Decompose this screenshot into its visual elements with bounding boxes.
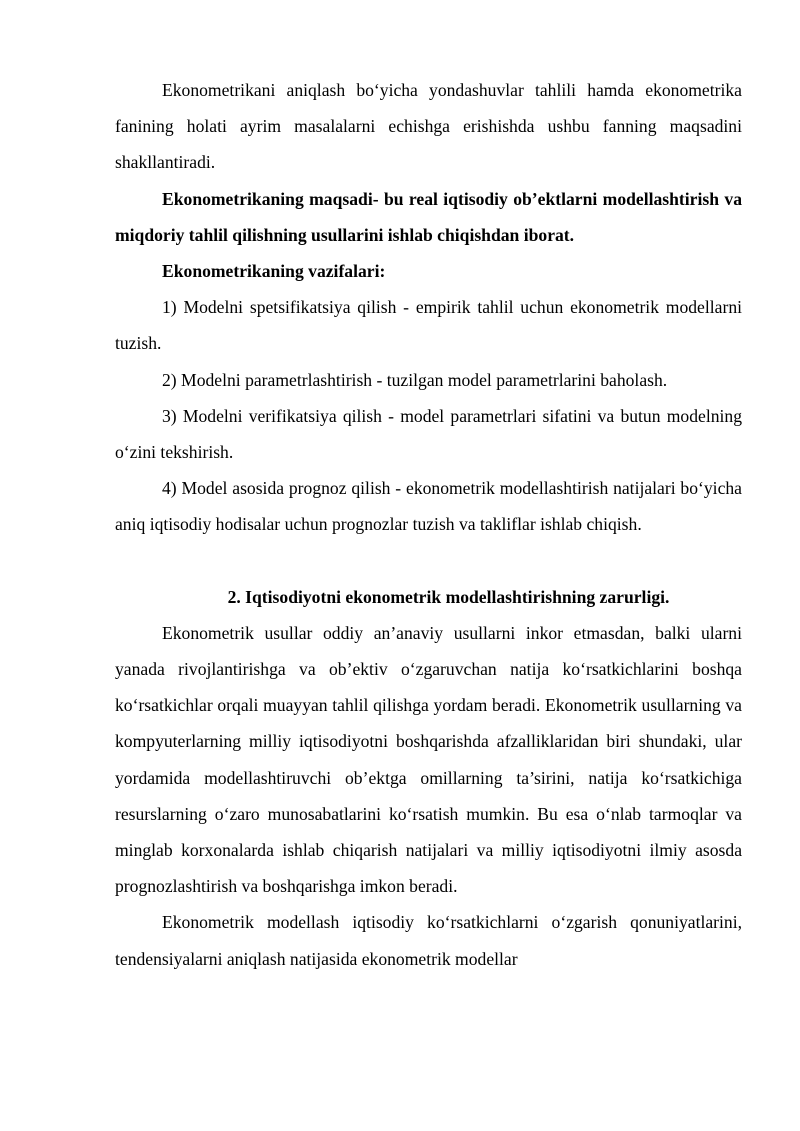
goal-paragraph: Ekonometrikaning maqsadi- bu real iqtisodiy ob’ektlarni modellashtirish va miqdoriy tahlil qilishning usullarini ishlab chiqishdan iborat. [115,188,742,245]
body-paragraph-2: Ekonometrik modellash iqtisodiy ko‘rsatkichlarni o‘zgarish qonuniyatlarini, tendensiyalarni aniqlash natijasida ekonometrik modellar [115,912,742,969]
task-item-3: 3) Modelni verifikatsiya qilish - model parametrlari sifatini va butun modelning o‘zini tekshirish. [115,405,742,463]
section-heading: 2. Iqtisodiyotni ekonometrik modellashtirishning zarurligi. [227,586,670,607]
section-gap [115,543,742,579]
task-item-2: 2) Modelni parametrlashtirish - tuzilgan model parametrlarini baholash. [162,369,668,390]
body-paragraph-1: Ekonometrik usullar oddiy an’anaviy usullarni inkor etmasdan, balki ularni yanada rivojlantirishga va ob’ektiv o‘zgaruvchan natija ko‘rsatkichlarini boshqa ko‘rsatkichlar orqali muayyan tahlil qilishga yordam beradi. Ekonometrik usullarning va kompyuterlarning milliy iqtisodiyotni boshqarishda afzalliklaridan biri shundaki, ular yordamida modellashtiruvchi ob’ektga omillarning ta’sirini, natija ko‘rsatkichiga resurslarning o‘zaro munosabatlarini ko‘rsatish mumkin. Bu esa o‘nlab tarmoqlar va minglab korxonalarda ishlab chiqarish natijalari va milliy iqtisodiyotni ilmiy asosda prognozlashtirish va boshqarishga imkon beradi. [115,622,742,897]
task-item-1: 1) Modelni spetsifikatsiya qilish - empirik tahlil uchun ekonometrik modellarni tuzish. [115,297,742,354]
tasks-title: Ekonometrikaning vazifalari: [162,261,386,282]
intro-paragraph: Ekonometrikani aniqlash bo‘yicha yondashuvlar tahlili hamda ekonometrika fanining holati ayrim masalalarni echishga erishishda ushbu fanning maqsadini shakllantiradi. [115,80,742,173]
task-item-4: 4) Model asosida prognoz qilish - ekonometrik modellashtirish natijalari bo‘yicha aniq iqtisodiy hodisalar uchun prognozlar tuzish va takliflar ishlab chiqish. [115,478,742,535]
document-page [115,72,742,977]
